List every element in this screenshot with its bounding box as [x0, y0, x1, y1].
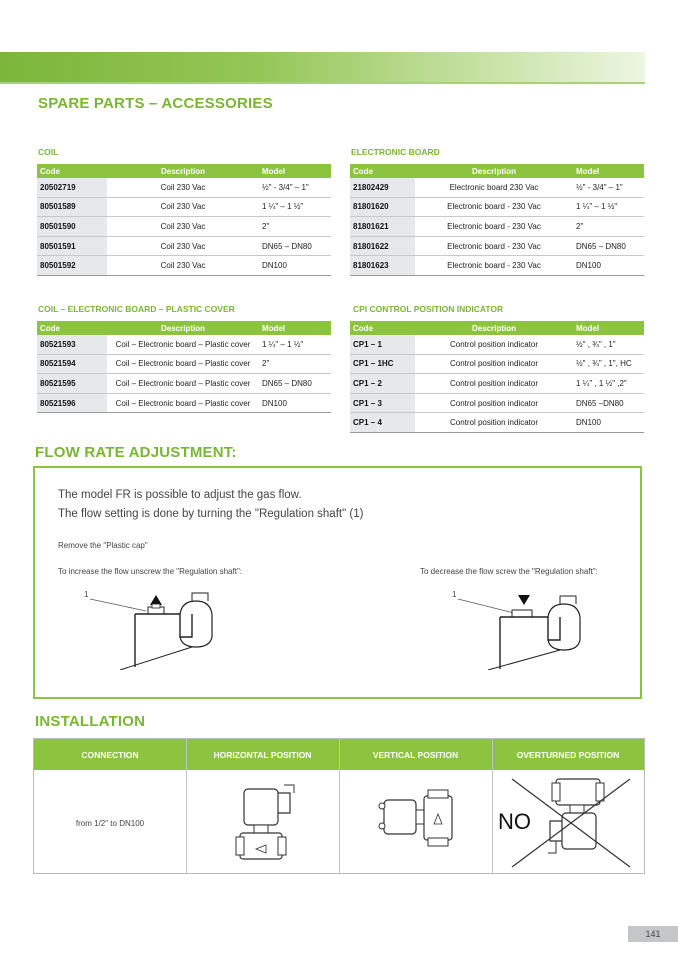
cell-code: 81801621 — [350, 217, 415, 237]
table-row — [37, 354, 331, 374]
column-header-description: Description — [107, 164, 259, 178]
cell-model: 1 ¼" – 1 ½" — [259, 197, 331, 217]
cell-model: DN100 — [259, 393, 331, 413]
cpi-title: CPI CONTROL POSITION INDICATOR — [353, 304, 504, 314]
arrow-down-icon — [518, 595, 530, 605]
table-row — [350, 335, 644, 354]
column-header-model: Model — [259, 321, 331, 335]
cell-code: CP1 – 4 — [350, 413, 415, 433]
installation-table — [33, 738, 645, 874]
cell-description: Control position indicator — [415, 335, 573, 354]
cell-code: 20502719 — [37, 178, 107, 197]
cell-model: 1 ¼" – 1 ½" — [259, 335, 331, 354]
arrow-up-icon — [150, 595, 162, 605]
cell-code: CP1 – 1HC — [350, 354, 415, 374]
valve-horizontal-illustration — [234, 779, 304, 869]
cell-description: Coil 230 Vac — [107, 197, 259, 217]
flow-rate-title: FLOW RATE ADJUSTMENT: — [35, 444, 237, 461]
cell-description: Control position indicator — [415, 374, 573, 394]
table-row — [350, 217, 644, 237]
flow-line-1: The model FR is possible to adjust the gas flow. — [58, 489, 302, 501]
cell-description: Coil 230 Vac — [107, 256, 259, 276]
cell-code: 80521596 — [37, 393, 107, 413]
cell-description: Coil – Electronic board – Plastic cover — [107, 374, 259, 394]
cell-description: Control position indicator — [415, 413, 573, 433]
decrease-flow-text: To decrease the flow screw the "Regulation shaft": — [420, 567, 598, 576]
table-row — [350, 236, 644, 256]
cell-description: Control position indicator — [415, 393, 573, 413]
electronic-board-table — [350, 164, 644, 276]
valve-screw-illustration — [448, 585, 598, 670]
remove-cap-text: Remove the "Plastic cap" — [58, 541, 148, 550]
table-row — [37, 335, 331, 354]
cell-model: DN65 –DN80 — [573, 393, 644, 413]
coil-board-cover-title: COIL – ELECTRONIC BOARD – PLASTIC COVER — [38, 304, 235, 314]
cell-description: Coil 230 Vac — [107, 236, 259, 256]
column-header-description: Description — [415, 321, 573, 335]
table-row — [37, 256, 331, 276]
cell-model: DN65 – DN80 — [259, 236, 331, 256]
cell-code: CP1 – 3 — [350, 393, 415, 413]
cell-code: 81801623 — [350, 256, 415, 276]
cell-description: Electronic board - 230 Vac — [415, 256, 573, 276]
column-header-model: Model — [259, 164, 331, 178]
cell-code: 80521594 — [37, 354, 107, 374]
table-row — [350, 374, 644, 394]
connection-range: from 1/2" to DN100 — [75, 819, 145, 828]
cpi-table — [350, 321, 644, 433]
table-row — [37, 393, 331, 413]
cell-model: ½" , ¾" , 1" — [573, 335, 644, 354]
flow-line-2: The flow setting is done by turning the "Regulation shaft" (1) — [58, 508, 364, 520]
callout-number: 1 — [84, 590, 89, 599]
cell-model: ½" - 3/4" – 1" — [573, 178, 644, 197]
cell-model: DN65 – DN80 — [259, 374, 331, 394]
column-header-code: Code — [37, 164, 107, 178]
cell-description: Coil 230 Vac — [107, 217, 259, 237]
cell-code: 80501591 — [37, 236, 107, 256]
page-number: 141 — [628, 926, 678, 942]
valve-vertical-illustration — [374, 784, 464, 854]
cell-model: DN100 — [573, 256, 644, 276]
cell-description: Coil – Electronic board – Plastic cover — [107, 335, 259, 354]
cell-description: Electronic board - 230 Vac — [415, 197, 573, 217]
header-overturned-position: OVERTURNED POSITION — [492, 739, 644, 770]
table-row — [350, 256, 644, 276]
table-header-row — [37, 321, 331, 335]
header-horizontal-position: HORIZONTAL POSITION — [186, 739, 339, 770]
table-row — [37, 374, 331, 394]
table-row — [350, 178, 644, 197]
cell-code: 80521595 — [37, 374, 107, 394]
cell-code: 81801620 — [350, 197, 415, 217]
cell-code: 80521593 — [37, 335, 107, 354]
coil-title: COIL — [38, 147, 59, 157]
cell-code: CP1 – 2 — [350, 374, 415, 394]
cell-description: Coil 230 Vac — [107, 178, 259, 197]
cell-model: 2" — [259, 217, 331, 237]
column-divider — [186, 739, 187, 873]
column-header-code: Code — [350, 164, 415, 178]
cell-code: 80501590 — [37, 217, 107, 237]
table-header-row — [350, 164, 644, 178]
cell-description: Electronic board 230 Vac — [415, 178, 573, 197]
cell-model: 1 ¼" – 1 ½" — [573, 197, 644, 217]
installation-title: INSTALLATION — [35, 713, 146, 730]
electronic-board-title: ELECTRONIC BOARD — [351, 147, 440, 157]
cell-code: 80501592 — [37, 256, 107, 276]
no-label: NO — [498, 809, 531, 834]
column-divider — [492, 739, 493, 873]
page-title: SPARE PARTS – ACCESSORIES — [38, 95, 273, 112]
column-header-description: Description — [415, 164, 573, 178]
increase-flow-text: To increase the flow unscrew the "Regulation shaft": — [58, 567, 242, 576]
cell-description: Electronic board - 230 Vac — [415, 236, 573, 256]
cell-code: 81801622 — [350, 236, 415, 256]
cell-model: 2" — [259, 354, 331, 374]
header-vertical-position: VERTICAL POSITION — [339, 739, 492, 770]
cell-model: 2" — [573, 217, 644, 237]
valve-unscrew-illustration — [80, 585, 230, 670]
header-banner-line — [0, 82, 645, 84]
table-row — [37, 217, 331, 237]
table-row — [37, 236, 331, 256]
column-header-description: Description — [107, 321, 259, 335]
header-connection: CONNECTION — [34, 739, 186, 770]
column-header-code: Code — [37, 321, 107, 335]
table-header-row — [37, 164, 331, 178]
table-row — [37, 178, 331, 197]
column-divider — [339, 739, 340, 873]
table-row — [350, 197, 644, 217]
cell-model: ½" - 3/4" – 1" — [259, 178, 331, 197]
cell-description: Control position indicator — [415, 354, 573, 374]
column-header-model: Model — [573, 164, 644, 178]
column-header-model: Model — [573, 321, 644, 335]
cell-description: Coil – Electronic board – Plastic cover — [107, 354, 259, 374]
cell-model: 1 ¼" , 1 ½" ,2" — [573, 374, 644, 394]
table-row — [350, 354, 644, 374]
cell-model: DN100 — [259, 256, 331, 276]
callout-number: 1 — [452, 590, 457, 599]
table-row — [350, 393, 644, 413]
cell-model: DN65 – DN80 — [573, 236, 644, 256]
coil-board-cover-table — [37, 321, 331, 413]
cell-model: ½" , ¾" , 1", HC — [573, 354, 644, 374]
cell-model: DN100 — [573, 413, 644, 433]
table-row — [37, 197, 331, 217]
cell-description: Coil – Electronic board – Plastic cover — [107, 393, 259, 413]
cell-code: CP1 – 1 — [350, 335, 415, 354]
cell-code: 80501589 — [37, 197, 107, 217]
cell-description: Electronic board - 230 Vac — [415, 217, 573, 237]
table-row — [350, 413, 644, 433]
table-header-row — [350, 321, 644, 335]
cell-code: 21802429 — [350, 178, 415, 197]
header-banner — [0, 52, 645, 82]
coil-table — [37, 164, 331, 276]
column-header-code: Code — [350, 321, 415, 335]
